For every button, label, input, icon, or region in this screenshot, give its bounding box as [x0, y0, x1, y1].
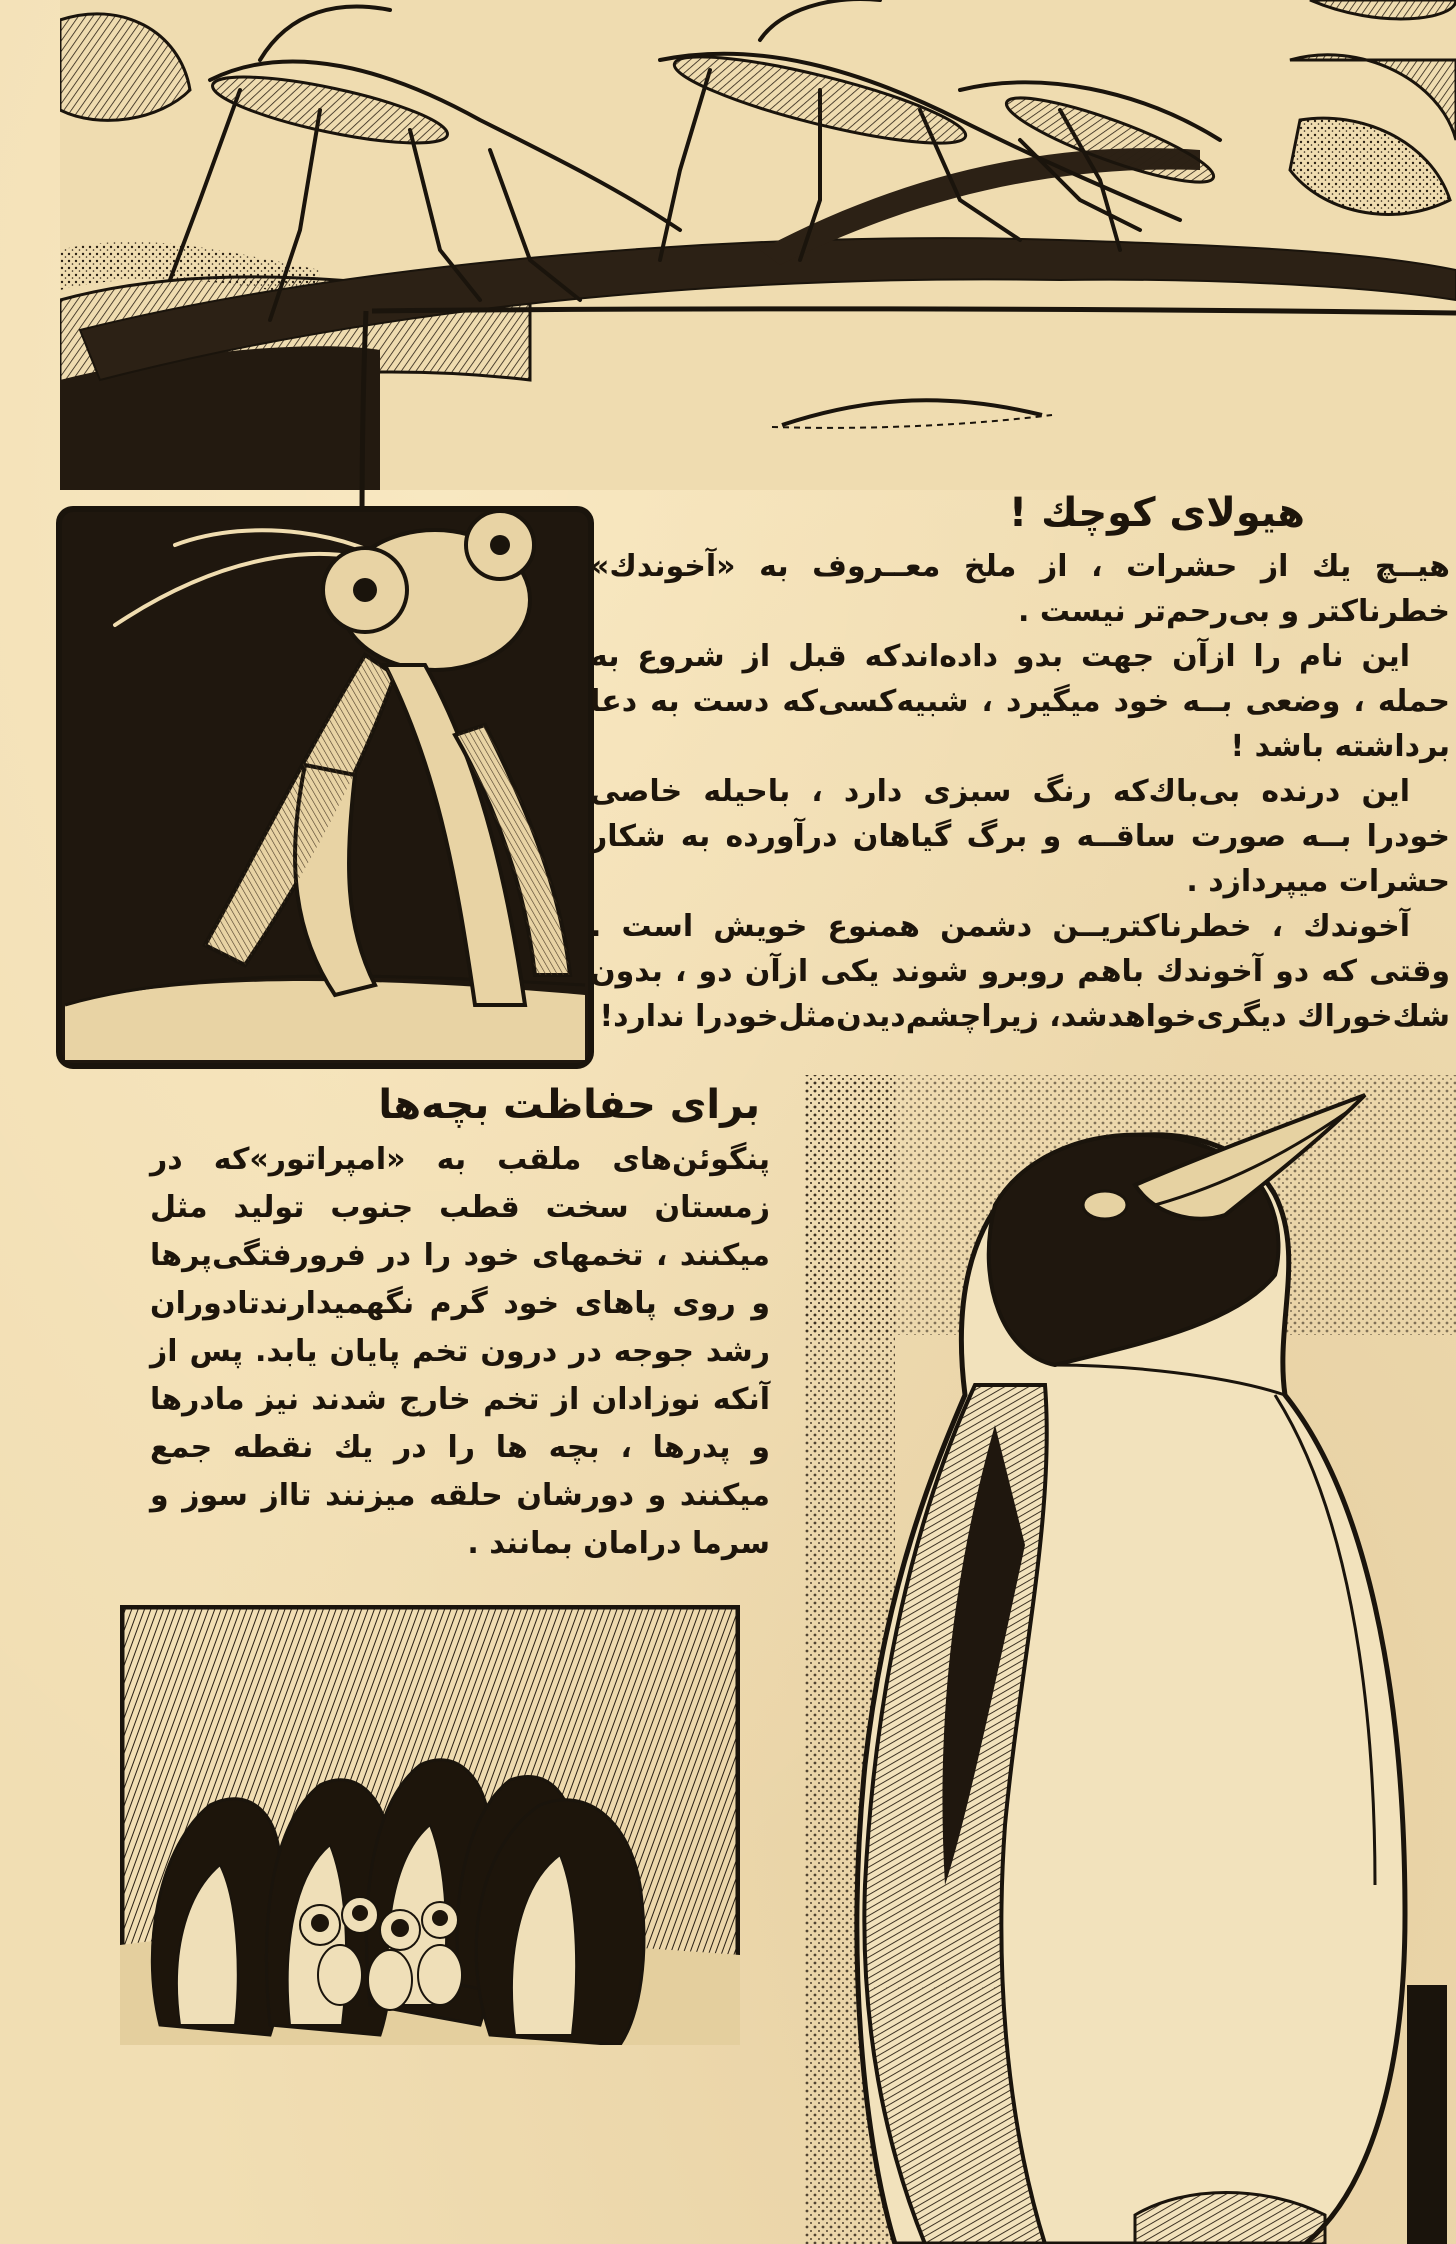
- penguin-article-title: برای حفاظت بچه‌ها: [378, 1082, 760, 1128]
- penguin-article-body: پنگوئن‌های ملقب به «امپراتور»که در زمستان سخت قطب جنوب تولید مثل میکنند ، تخمهای خود را در فرورفتگی‌پرها و روی پاهای خود گرم نگهمیدارندتادوران رشد جوجه در درون تخم پایان یابد. پس از آنکه نوزادان از تخم خارج شدند نیز مادرها و پدرها ، بچه ها را در یك نقطه جمع میکنند و دورشان حلقه میزنند تااز سوز و سرما درامان بمانند .: [150, 1142, 770, 1561]
- mantis-paragraph-4: آخوندك ، خطرناکتریــن دشمن همنوع خویش است . وقتی که دو آخوندك باهم روبرو شوند یکی ازآن دو ، بدون شك‌خوراك دیگری‌خواهدشد، زیراچشم‌دیدن‌مثل‌خودرا ندارد!: [590, 909, 1450, 1034]
- mantis-article: [590, 488, 1450, 1039]
- mantis-article-title: هیولای کوچك !: [1008, 490, 1305, 536]
- mantis-paragraph-3: این درنده بی‌باك‌که رنگ سبزی دارد ، باحیله خاصی خودرا بــه صورت ساقــه و برگ گیاهان درآورده به شکار حشرات میپردازد .: [590, 774, 1450, 899]
- mantis-paragraph-1: هیــچ یك از حشرات ، از ملخ معــروف به «آخوندك» خطرناکتر و بی‌رحم‌تر نیست .: [590, 549, 1450, 629]
- mantis-paragraph-2: این نام را ازآن جهت بدو داده‌اندکه قبل از شروع به حمله ، وضعی بــه خود میگیرد ، شبیه‌کسی‌که دست به دعا برداشته باشد !: [590, 639, 1450, 764]
- mantis-portrait-illustration: [55, 505, 595, 1070]
- penguin-article: [150, 1080, 770, 1568]
- emperor-penguin-illustration: [805, 1065, 1456, 2244]
- penguin-colony-illustration: [120, 1605, 740, 2045]
